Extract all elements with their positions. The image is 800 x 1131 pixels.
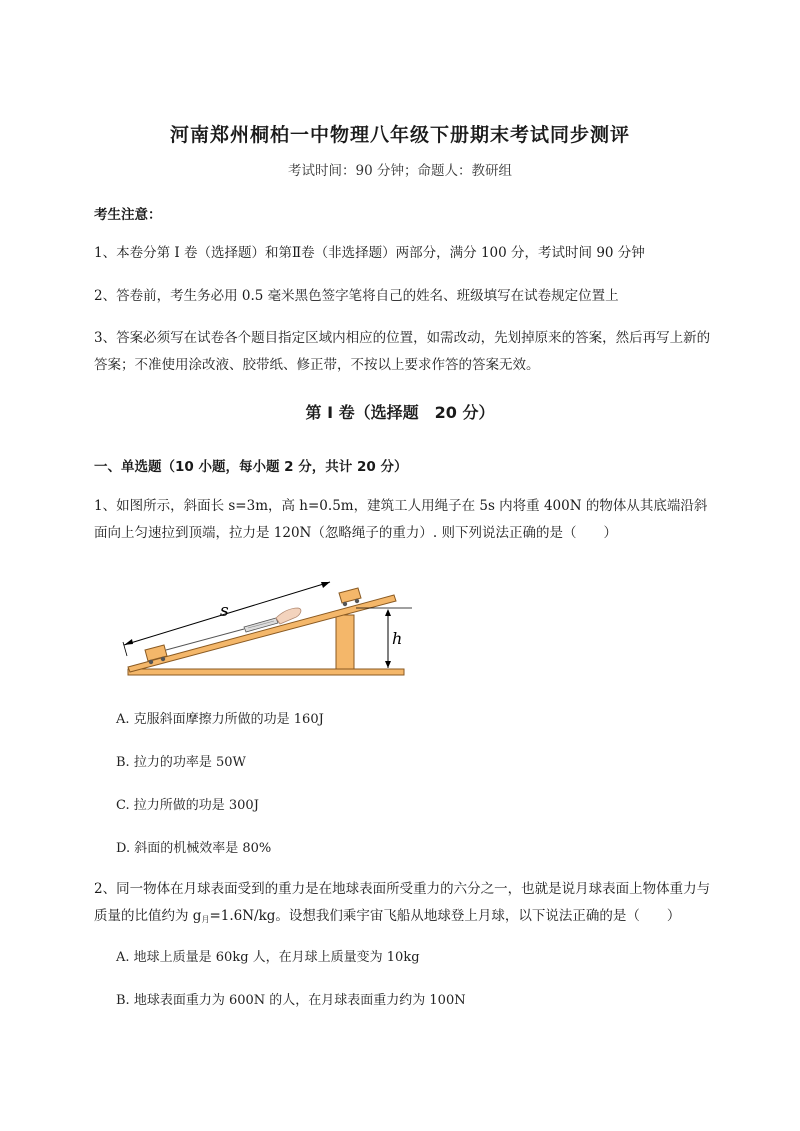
q2-stem-part2: =1.6N/kg。设想我们乘宇宙飞船从地球登上月球，以下说法正确的是（ ） [209,908,681,924]
inclined-plane-figure [118,568,418,683]
q1-option-d[interactable]: D. 斜面的机械效率是 80% [116,841,272,856]
notice-item-2: 2、答卷前，考生务必用 0.5 毫米黑色签字笔将自己的姓名、班级填写在试卷规定位置上 [94,288,619,304]
question-1-stem: 1、如图所示，斜面长 s=3m，高 h=0.5m，建筑工人用绳子在 5s 内将重 400N 的物体从其底端沿斜面向上匀速拉到顶端，拉力是 120N（忽略绳子的重力）. 则下列说法正确的是（ ） [94,498,708,541]
section-title: 第 I 卷（选择题 20 分） [305,403,495,422]
q1-option-a[interactable]: A. 克服斜面摩擦力所做的功是 160J [116,712,324,727]
part-heading: 一、单选题（10 小题，每小题 2 分，共计 20 分） [94,459,408,475]
height-arrow [356,608,412,668]
notice-item-1: 1、本卷分第 I 卷（选择题）和第Ⅱ卷（非选择题）两部分，满分 100 分，考试时间 90 分钟 [94,245,645,261]
q2-option-b[interactable]: B. 地球表面重力为 600N 的人，在月球表面重力约为 100N [116,993,466,1008]
notice-item-3: 3、答案必须写在试卷各个题目指定区域内相应的位置，如需改动，先划掉原来的答案，然后再写上新的答案；不准使用涂改液、胶带纸、修正带，不按以上要求作答的答案无效。 [94,330,711,373]
length-label: s [220,601,229,621]
q2-option-a[interactable]: A. 地球上质量是 60kg 人，在月球上质量变为 10kg [116,950,420,965]
q2-stem-subscript: 月 [201,915,210,924]
incline-plank [128,595,396,672]
question-2-stem [94,876,714,933]
notice-heading: 考生注意： [94,207,162,223]
ground-board [128,669,404,675]
cart-top [339,588,361,606]
height-label: h [392,629,403,648]
q1-option-b[interactable]: B. 拉力的功率是 50W [116,755,246,770]
q2-stem-part1: 2、同一物体在月球表面受到的重力是在地球表面所受重力的六分之一，也就是说月球表面上物体重力与质量的比值约为 g [94,881,711,924]
exam-info: 考试时间：90 分钟；命题人：教研组 [288,163,512,179]
support-pillar [336,615,354,669]
page-title: 河南郑州桐柏一中物理八年级下册期末考试同步测评 [169,124,630,146]
q1-option-c[interactable]: C. 拉力所做的功是 300J [116,798,259,813]
